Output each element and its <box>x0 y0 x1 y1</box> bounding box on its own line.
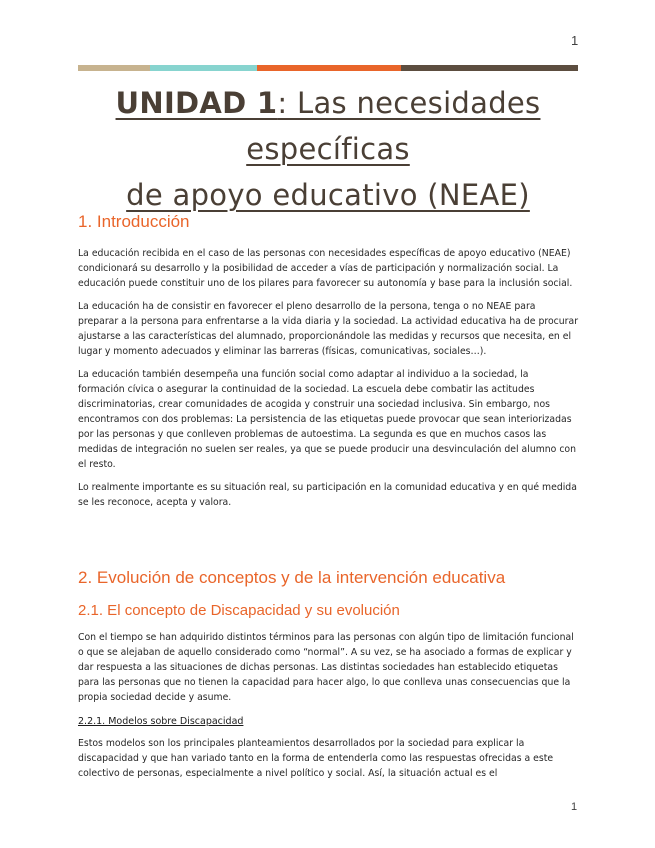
subsection-2-2-1-heading: 2.2.1. Modelos sobre Discapacidad <box>78 716 244 727</box>
color-bar-segment-orange <box>257 65 401 71</box>
section-1-heading: 1. Introducción <box>78 212 190 231</box>
page-number-bottom: 1 <box>571 801 578 813</box>
title-line2: de apoyo educativo (NEAE) <box>126 178 530 212</box>
intro-paragraph-1: La educación recibida en el caso de las personas con necesidades específicas de apoyo educativo (NEAE) condicionará su desarrollo y la posibilidad de acceder a vías de participación y normalización social. La educación puede constituir uno de los pilares para favorecer su autonomía y base para la inclusión social. <box>78 248 573 289</box>
section-introduction <box>78 212 578 510</box>
color-bar-segment-teal <box>150 65 257 71</box>
page-number-top: 1 <box>571 33 579 48</box>
document-title <box>78 80 578 218</box>
section-2-heading: 2. Evolución de conceptos y de la intervención educativa <box>78 568 506 587</box>
decorative-color-bar <box>78 65 578 71</box>
intro-paragraph-4: Lo realmente importante es su situación real, su participación en la comunidad educativa y en qué medida se les reconoce, acepta y valora. <box>78 482 577 508</box>
subsection-2-1-paragraph: Con el tiempo se han adquirido distintos términos para las personas con algún tipo de limitación funcional o que se alejaban de aquello considerado como “normal”. A su vez, se ha asociado a formas de explicar y dar respuesta a las situaciones de dichas personas. Las distintas sociedades han establecido etiquetas para las personas que no tienen la capacidad para hacer algo, lo que conlleva unas consecuencias que la propia sociedad decide y asume. <box>78 632 574 703</box>
color-bar-segment-tan <box>78 65 150 71</box>
title-line1: : Las necesidades específicas <box>246 86 541 166</box>
subsection-2-2-1-paragraph: Estos modelos son los principales planteamientos desarrollados por la sociedad para explicar la discapacidad y que han variado tanto en la forma de entenderla como las respuestas ofrecidas a este colectivo de personas, especialmente a nivel político y social. Así, la situación actual es el <box>78 738 554 779</box>
intro-paragraph-3: La educación también desempeña una función social como adaptar al individuo a la sociedad, la formación cívica o asegurar la continuidad de la sociedad. La escuela debe combatir las actitudes discriminatorias, crear comunidades de acogida y construir una sociedad inclusiva. Sin embargo, nos encontramos con dos problemas: La persistencia de las etiquetas puede provocar que sean interiorizadas por las personas y que conlleven problemas de autoestima. La segunda es que en muchos casos las medidas de integración no suelen ser reales, ya que se puede producir una desvinculación del alumno con el resto. <box>78 369 577 470</box>
title-unit: UNIDAD 1 <box>115 86 278 120</box>
section-evolution <box>78 568 578 781</box>
subsection-2-1-heading: 2.1. El concepto de Discapacidad y su evolución <box>78 602 400 619</box>
intro-paragraph-2: La educación ha de consistir en favorecer el pleno desarrollo de la persona, tenga o no NEAE para preparar a la persona para enfrentarse a la vida diaria y la sociedad. La actividad educativa ha de procurar ajustarse a las características del alumnado, proporcionándole las medidas y recursos que necesita, en el lugar y momento adecuados y eliminar las barreras (físicas, comunicativas, sociales…). <box>78 301 579 357</box>
color-bar-segment-brown <box>401 65 578 71</box>
